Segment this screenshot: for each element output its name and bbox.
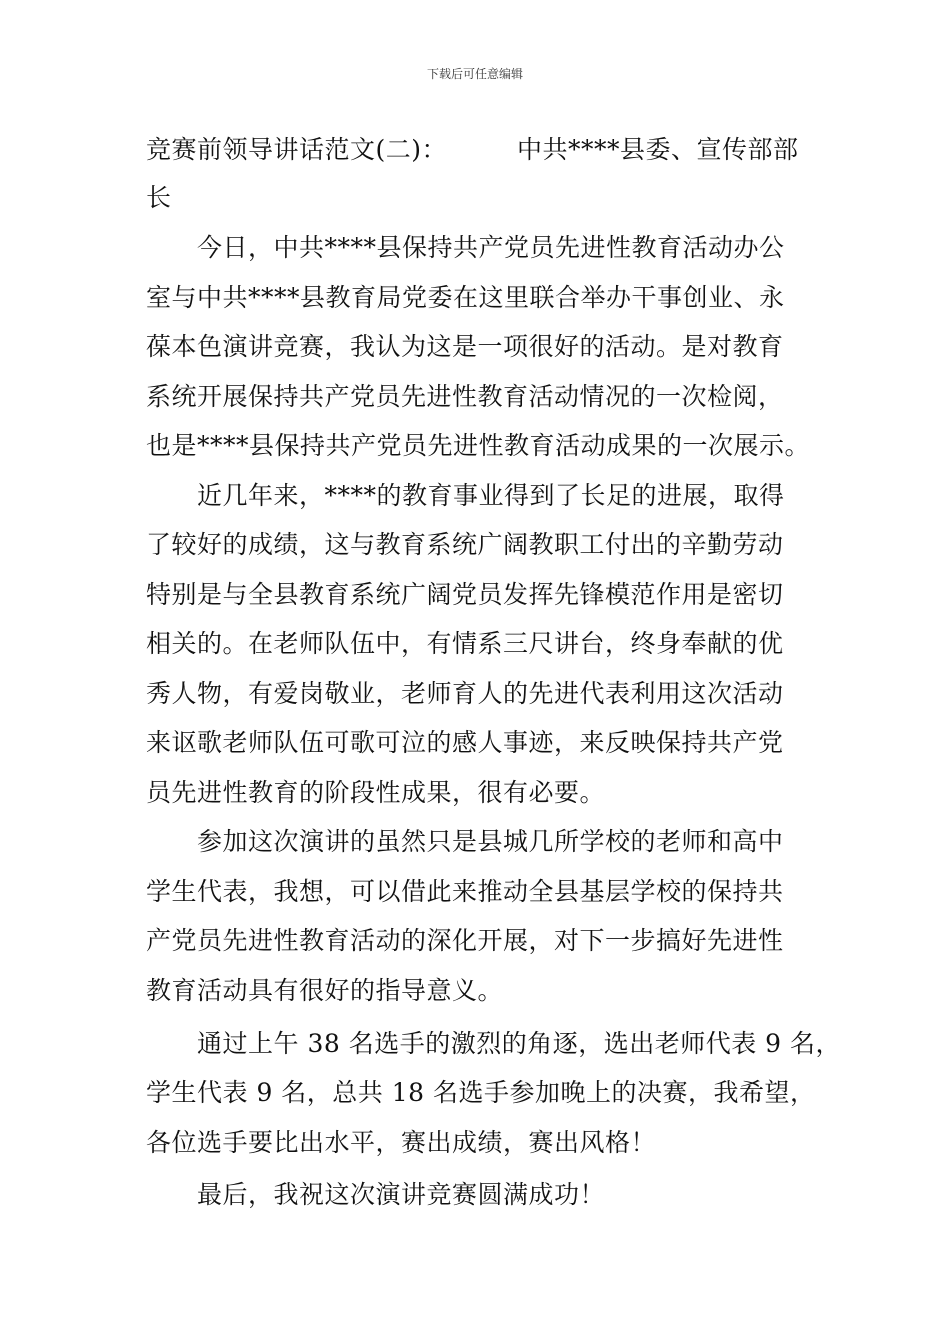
header-note: 下载后可任意编辑: [426, 67, 523, 81]
paragraph-line: 学生代表 9 名，总共 18 名选手参加晚上的决赛，我希望，: [146, 1078, 816, 1107]
paragraph-line: 来讴歌老师队伍可歌可泣的感人事迹，来反映保持共产党: [146, 728, 784, 757]
paragraph-line: 学生代表，我想，可以借此来推动全县基层学校的保持共: [146, 877, 784, 906]
paragraph-line: 教育活动具有很好的指导意义。: [146, 976, 504, 1005]
paragraph-line: 相关的。在老师队伍中，有情系三尺讲台，终身奉献的优: [146, 629, 784, 658]
paragraph-line: 了较好的成绩，这与教育系统广阔教职工付出的辛勤劳动: [146, 530, 784, 559]
paragraph-line: 今日，中共****县保持共产党员先进性教育活动办公: [197, 233, 785, 262]
paragraph-line: 通过上午 38 名选手的激烈的角逐，选出老师代表 9 名，: [197, 1029, 842, 1058]
paragraph-line: 各位选手要比出水平，赛出成绩，赛出风格！: [146, 1128, 657, 1157]
paragraph-line: 近几年来，****的教育事业得到了长足的进展，取得: [197, 481, 785, 510]
title-wrap: 长: [146, 183, 172, 212]
title-right: 中共****县委、宣传部部: [517, 135, 799, 164]
paragraph-line: 葆本色演讲竞赛，我认为这是一项很好的活动。是对教育: [146, 332, 784, 361]
paragraph-line: 产党员先进性教育活动的深化开展，对下一步搞好先进性: [146, 926, 784, 955]
paragraph-line: 最后，我祝这次演讲竞赛圆满成功！: [197, 1180, 606, 1209]
paragraph-line: 也是****县保持共产党员先进性教育活动成果的一次展示。: [146, 431, 811, 460]
paragraph-line: 员先进性教育的阶段性成果，很有必要。: [146, 778, 606, 807]
paragraph-line: 参加这次演讲的虽然只是县城几所学校的老师和高中: [197, 827, 784, 856]
paragraph-line: 秀人物，有爱岗敬业，老师育人的先进代表利用这次活动: [146, 679, 784, 708]
paragraph-line: 室与中共****县教育局党委在这里联合举办干事创业、永: [146, 283, 785, 312]
paragraph-line: 系统开展保持共产党员先进性教育活动情况的一次检阅，: [146, 382, 784, 411]
paragraph-line: 特别是与全县教育系统广阔党员发挥先锋模范作用是密切: [146, 580, 784, 609]
title-left: 竞赛前领导讲话范文(二)：: [146, 135, 448, 164]
